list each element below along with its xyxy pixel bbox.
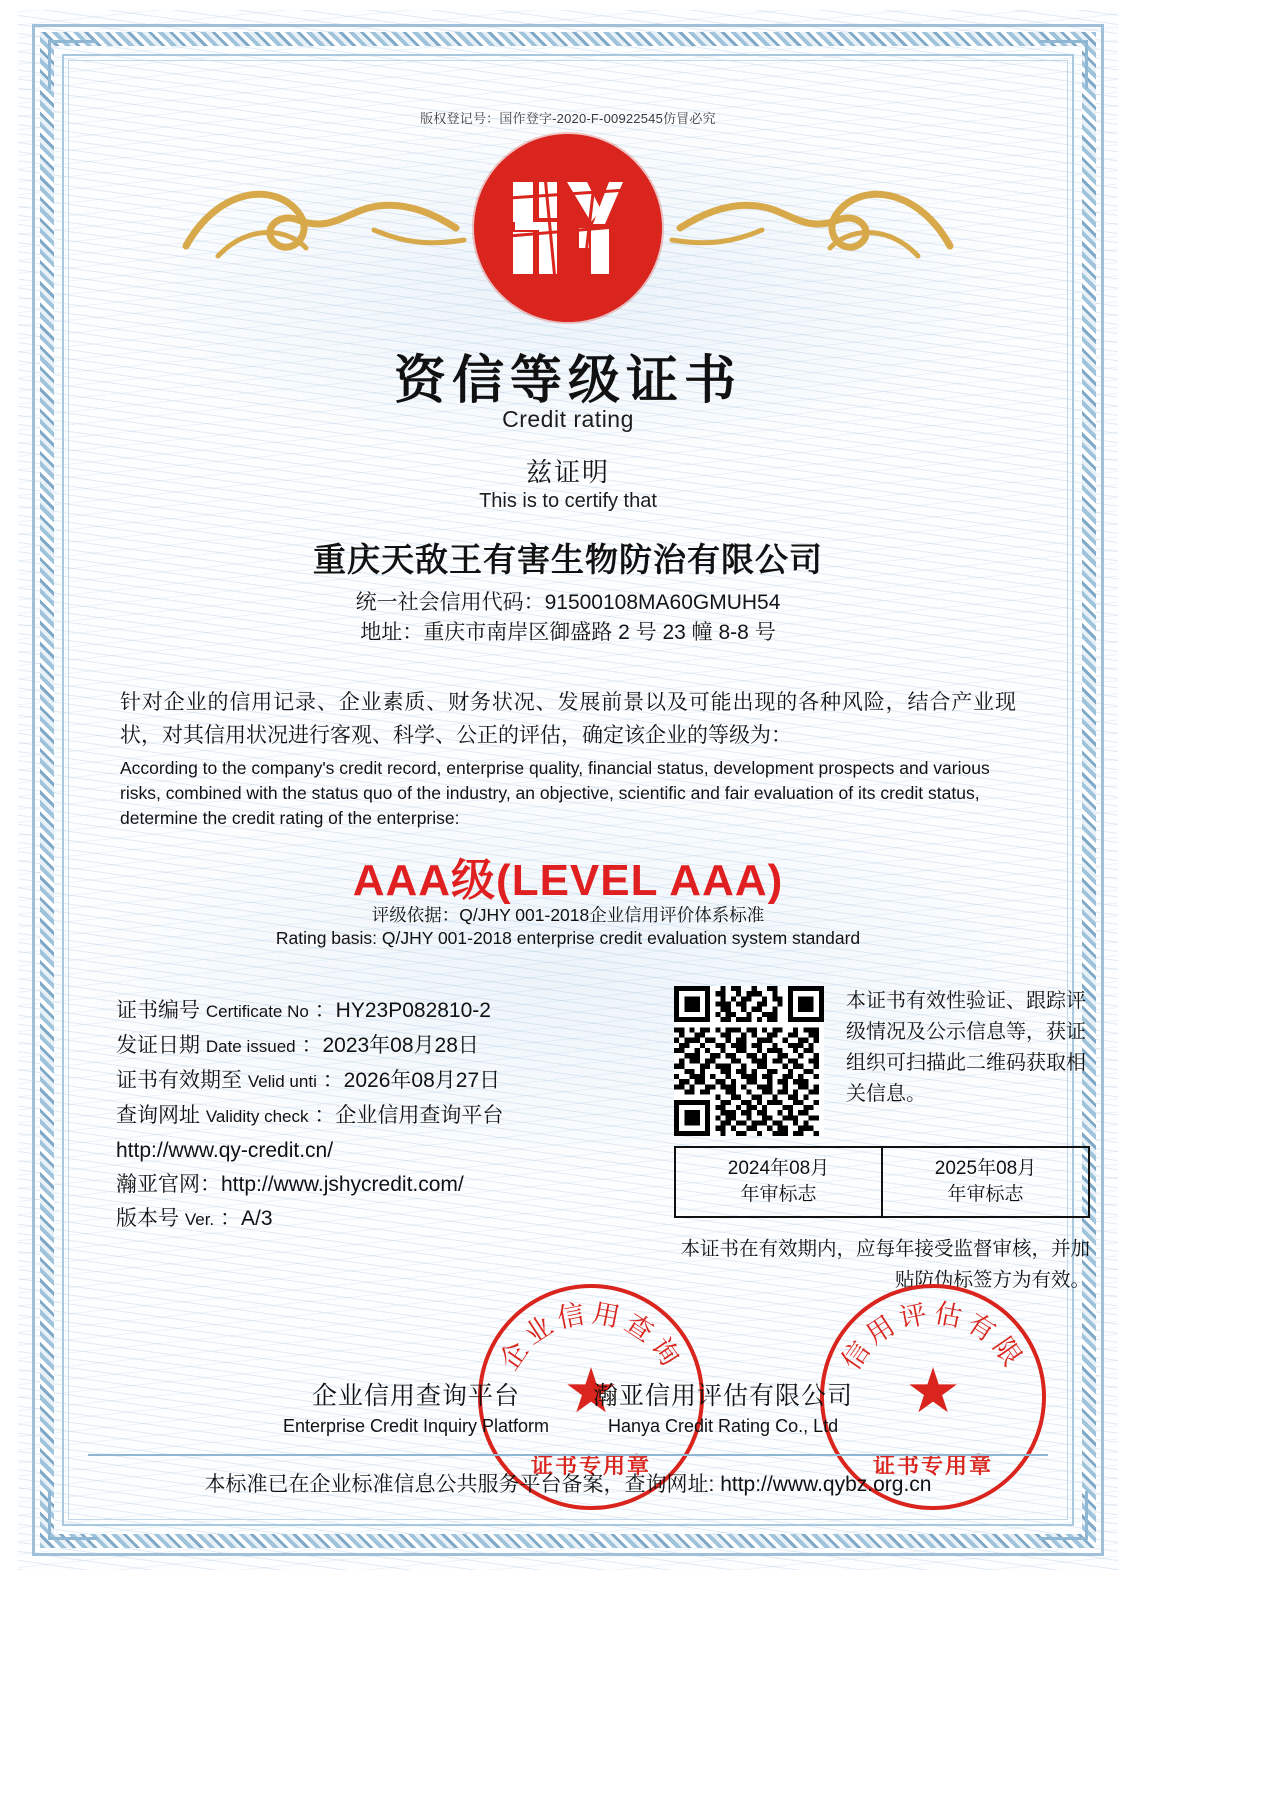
certify-statement-en: This is to certify that [479,490,657,512]
annual-mark-2025 [883,1146,1090,1218]
stamp-right-star-icon: ★ [905,1357,961,1427]
organization-hanya-en: Hanya Credit Rating Co., Ltd [607,1416,839,1436]
detail-row-validity-check [116,1099,636,1134]
detail-row-date-issued [116,1029,636,1064]
supervision-audit-note: 本证书在有效期内，应每年接受监督审核，并加贴防伪标签方为有效。 [680,1238,1090,1291]
logo-row [78,128,1058,328]
annual-mark-2025-date: 2025年08月 [934,1158,1037,1179]
annual-mark-2024 [674,1146,883,1218]
rating-basis-en: Rating basis: Q/JHY 001-2018 enterprise credit evaluation system standard [275,928,861,948]
organization-hanya [593,1376,853,1437]
check-url-value[interactable]: http://www.qy-credit.cn/ [116,1139,334,1162]
certify-statement-cn: 兹证明 [525,457,610,487]
evaluation-paragraph-en: According to the company's credit record, enterprise quality, financial status, development prospects and various risks, combined with the status quo of the industry, an objective, scientific and fair evaluation of its credit status, determine the credit rating of the enterprise: [120,758,990,828]
certificate-details [116,994,636,1237]
hy-logo-glyph [509,176,627,280]
detail-row-valid-until [116,1064,636,1099]
qr-code-block[interactable] [674,986,834,1136]
issued-label-cn: 发证日期 [116,1034,200,1057]
certificate-page [18,10,1118,1570]
page-title-en: Credit rating [502,406,634,432]
company-name: 重庆天敌王有害生物防治有限公司 [313,541,823,578]
detail-row-version [116,1202,636,1237]
organization-inquiry-platform [283,1376,549,1437]
detail-row-certificate-no [116,994,636,1029]
rating-basis-cn: 评级依据：Q/JHY 001-2018企业信用评价体系标准 [371,905,765,925]
svg-text:企业信用查询: 企业信用查询 [493,1297,689,1376]
cert-no-label-en: Certificate No [205,1002,309,1021]
issuing-organizations [78,1376,1058,1437]
check-label-en: Validity check [205,1107,309,1126]
official-site-value[interactable]: 瀚亚官网：http://www.jshycredit.com/ [116,1173,464,1196]
stamp-left-star-icon: ★ [563,1357,619,1427]
stamp-right-bottom-text: 证书专用章 [872,1453,993,1478]
footer-divider [88,1454,1048,1456]
certificate-content [78,66,1090,1514]
copyright-registration-notice: 版权登记号：国作登字-2020-F-00922545仿冒必究 [420,111,716,126]
issued-label-en: Date issued [205,1037,296,1056]
valid-value: ：2026年08月27日 [322,1069,501,1092]
annual-mark-2024-label: 年审标志 [740,1184,817,1205]
issued-value: ：2023年08月28日 [301,1034,479,1057]
stamp-left-bottom-text: 证书专用章 [530,1453,651,1478]
detail-row-check-url[interactable] [116,1134,636,1168]
flourish-ornament-right [658,168,958,278]
organization-inquiry-platform-cn: 企业信用查询平台 [311,1382,520,1410]
qr-code-icon[interactable] [674,986,824,1136]
qr-code-description: 本证书有效性验证、跟踪评级情况及公示信息等，获证组织可扫描此二维码获取相关信息。 [846,990,1086,1105]
cert-no-value: ：HY23P082810-2 [314,999,491,1022]
cert-no-label-cn: 证书编号 [116,999,200,1022]
annual-mark-2025-label: 年审标志 [947,1184,1024,1205]
evaluation-paragraph-cn: 针对企业的信用记录、企业素质、财务状况、发展前景以及可能出现的各种风险，结合产业现状，对其信用状况进行客观、科学、公正的评估，确定该企业的等级为： [120,691,1016,747]
page-title-cn: 资信等级证书 [393,352,742,410]
version-value: ：A/3 [220,1207,273,1230]
unified-credit-code: 统一社会信用代码：91500108MA60GMUH54 [355,591,781,614]
version-label-cn: 版本号 [116,1207,179,1230]
organization-inquiry-platform-en: Enterprise Credit Inquiry Platform [282,1416,550,1436]
annual-audit-marks [674,1146,1090,1218]
version-label-en: Ver. [184,1210,215,1229]
check-label-cn: 查询网址 [116,1104,200,1127]
svg-text:信用评估有限: 信用评估有限 [835,1297,1031,1376]
valid-label-en: Velid unti [247,1072,317,1091]
valid-label-cn: 证书有效期至 [116,1069,242,1092]
company-address: 地址：重庆市南岸区御盛路 2 号 23 幢 8-8 号 [360,621,776,644]
annual-mark-2024-date: 2024年08月 [727,1158,830,1179]
hy-logo-icon [474,134,662,322]
footer-note: 本标准已在企业标准信息公共服务平台备案，查询网址: http://www.qybz.org.cn [204,1473,932,1496]
check-value: ：企业信用查询平台 [314,1104,504,1127]
credit-level-value: AAA级(LEVEL AAA) [352,856,784,905]
flourish-ornament-left [178,168,478,278]
organization-hanya-cn: 瀚亚信用评估有限公司 [593,1382,854,1410]
detail-row-official-site[interactable] [116,1168,636,1202]
